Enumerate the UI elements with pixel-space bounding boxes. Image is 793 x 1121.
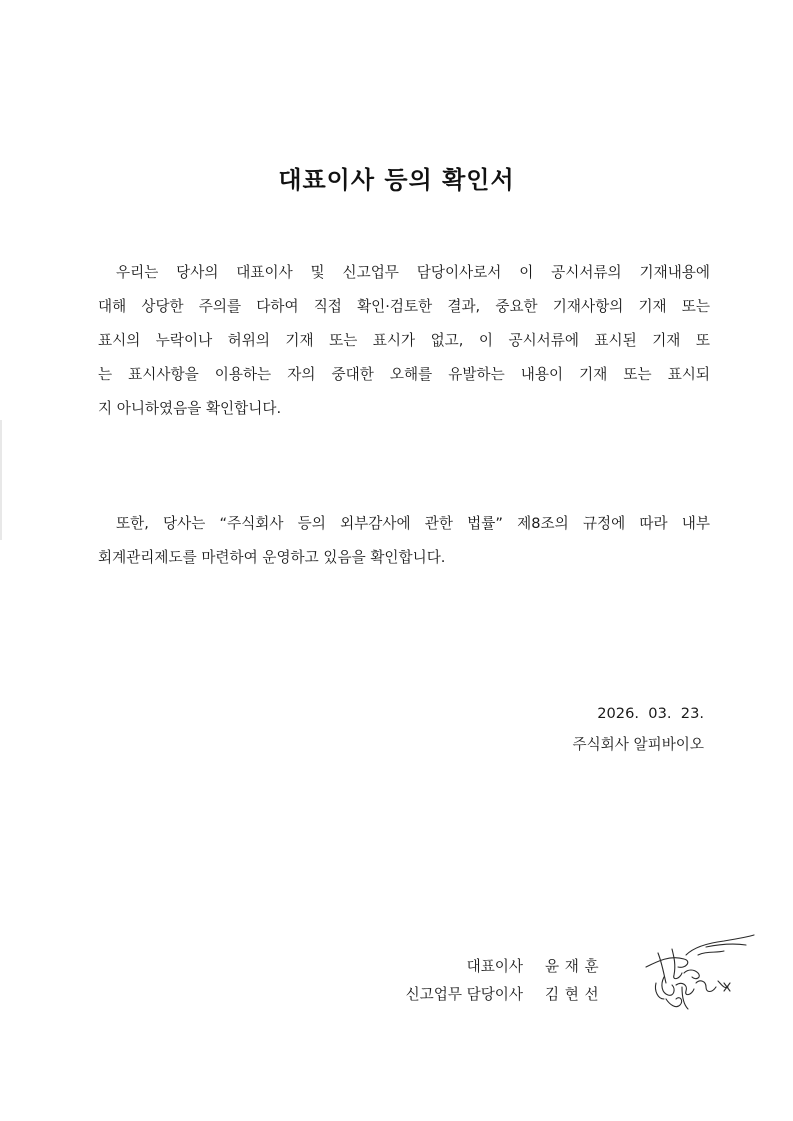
signatory-name: 윤 재 훈	[545, 958, 600, 975]
confirmation-paragraph	[98, 256, 710, 426]
handwritten-signature-icon	[636, 925, 761, 1025]
paragraph-line: 회계관리제도를 마련하여 운영하고 있음을 확인합니다.	[98, 549, 446, 566]
paragraph-line: 지 아니하였음을 확인합니다.	[98, 400, 282, 417]
company-name: 주식회사 알피바이오	[572, 736, 704, 753]
paragraph-line: 우리는 당사의 대표이사 및 신고업무 담당이사로서 이 공시서류의 기재내용에	[116, 264, 710, 281]
paragraph-line: 대해 상당한 주의를 다하여 직접 확인·검토한 결과, 중요한 기재사항의 기재 또는	[98, 298, 710, 315]
internal-control-paragraph	[98, 507, 710, 575]
document-title: 대표이사 등의 확인서	[278, 166, 515, 194]
paragraph-line: 는 표시사항을 이용하는 자의 중대한 오해를 유발하는 내용이 기재 또는 표시되	[98, 366, 710, 383]
paragraph-line: 또한, 당사는 “주식회사 등의 외부감사에 관한 법률” 제8조의 규정에 따라 내부	[116, 515, 710, 532]
signatory-name: 김 현 선	[545, 986, 600, 1003]
signatory-role: 신고업무 담당이사	[405, 986, 523, 1003]
signatory-role: 대표이사	[466, 958, 523, 975]
scan-edge-mark	[0, 420, 2, 540]
document-date: 2026. 03. 23.	[597, 705, 704, 722]
paragraph-line: 표시의 누락이나 허위의 기재 또는 표시가 없고, 이 공시서류에 표시된 기재 또	[98, 332, 710, 349]
